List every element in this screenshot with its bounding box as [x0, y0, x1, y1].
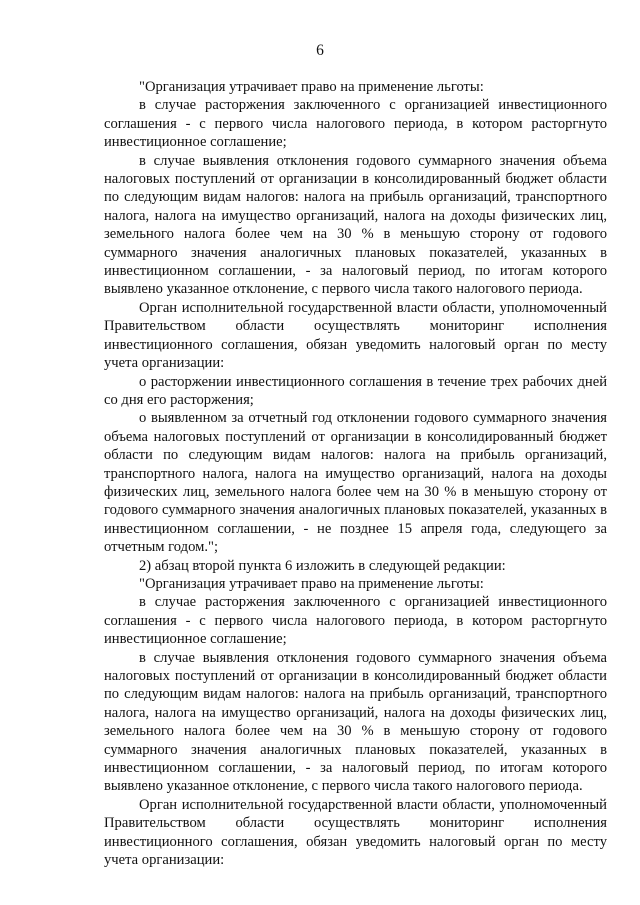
- paragraph: о расторжении инвестиционного соглашения в течение трех рабочих дней со дня его расторжения;: [104, 373, 607, 408]
- paragraph: о выявленном за отчетный год отклонении годового суммарного значения объема налоговых поступлений от организации в консолидированный бюджет области по следующим видам налогов: налога на прибыль организаций, транспортного налога, налога на имущество организаций, налога на доходы физических лиц, земельного налога более чем на 30 % в меньшую сторону от годового суммарного значения аналогичных плановых показателей, указанных в инвестиционном соглашении, - не позднее 15 апреля года, следующего за отчетным годом.";: [104, 410, 607, 556]
- document-body: [104, 78, 607, 869]
- paragraph: в случае выявления отклонения годового суммарного значения объема налоговых поступлений от организации в консолидированный бюджет области по следующим видам налогов: налога на прибыль организаций, транспортного налога, налога на имущество организаций, налога на доходы физических лиц, земельного налога более чем на 30 % в меньшую сторону от годового суммарного значения аналогичных плановых показателей, указанных в инвестиционном соглашении, - за налоговый период, по итогам которого выявлено указанное отклонение, с первого числа такого налогового периода.: [104, 152, 607, 298]
- paragraph: "Организация утрачивает право на применение льготы:: [139, 575, 484, 592]
- paragraph: 2) абзац второй пункта 6 изложить в следующей редакции:: [139, 557, 506, 574]
- paragraph: в случае выявления отклонения годового суммарного значения объема налоговых поступлений от организации в консолидированный бюджет области по следующим видам налогов: налога на прибыль организаций, транспортного налога, налога на имущество организаций, налога на доходы физических лиц, земельного налога более чем на 30 % в меньшую сторону от годового суммарного значения аналогичных плановых показателей, указанных в инвестиционном соглашении, - за налоговый период, по итогам которого выявлено указанное отклонение, с первого числа такого налогового периода.: [104, 649, 607, 795]
- page-number: 6: [316, 42, 324, 59]
- paragraph: "Организация утрачивает право на применение льготы:: [139, 79, 484, 95]
- paragraph: Орган исполнительной государственной власти области, уполномоченный Правительством области осуществлять мониторинг исполнения инвестиционного соглашения, обязан уведомить налоговый орган по месту учета организации:: [104, 299, 607, 372]
- paragraph: в случае расторжения заключенного с организацией инвестиционного соглашения - с первого числа налогового периода, в котором расторгнуто инвестиционное соглашение;: [104, 594, 607, 648]
- paragraph: в случае расторжения заключенного с организацией инвестиционного соглашения - с первого числа налогового периода, в котором расторгнуто инвестиционное соглашение;: [104, 97, 607, 151]
- paragraph: Орган исполнительной государственной власти области, уполномоченный Правительством области осуществлять мониторинг исполнения инвестиционного соглашения, обязан уведомить налоговый орган по месту учета организации:: [104, 796, 607, 869]
